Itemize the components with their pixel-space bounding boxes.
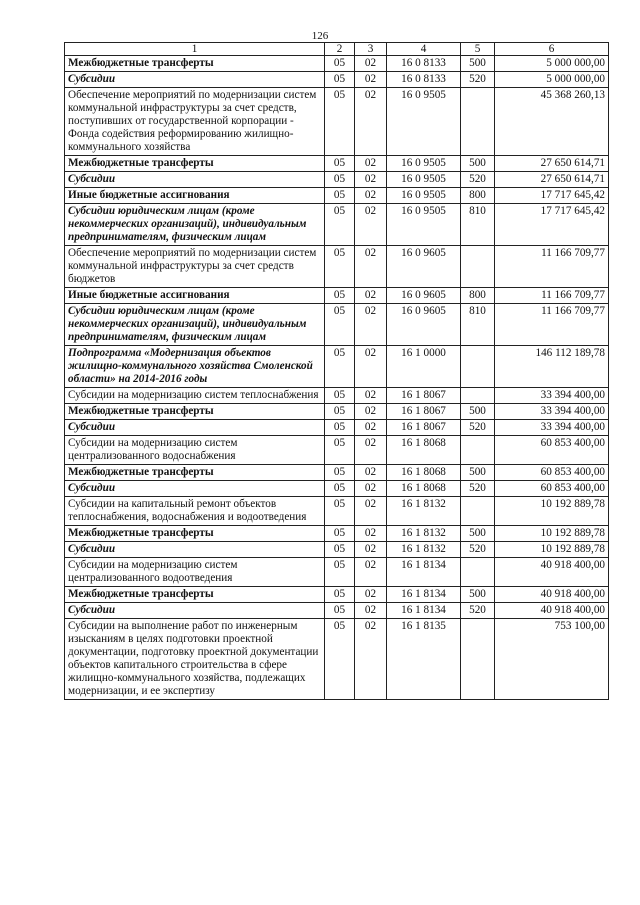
row-amount-cell: 10 192 889,78 xyxy=(495,526,609,542)
row-expense-type-cell: 800 xyxy=(461,188,495,204)
table-row xyxy=(65,88,609,156)
header-col-2: 2 xyxy=(325,43,355,56)
header-col-5: 5 xyxy=(461,43,495,56)
row-target-code-cell: 16 1 8067 xyxy=(387,420,461,436)
row-subsection-cell: 02 xyxy=(355,346,387,388)
row-amount-cell: 40 918 400,00 xyxy=(495,558,609,587)
row-name-cell: Межбюджетные трансферты xyxy=(65,526,325,542)
row-section-cell: 05 xyxy=(325,72,355,88)
row-section-cell: 05 xyxy=(325,558,355,587)
row-subsection-cell: 02 xyxy=(355,481,387,497)
row-expense-type-cell: 520 xyxy=(461,603,495,619)
row-expense-type-cell xyxy=(461,388,495,404)
row-name-cell: Субсидии xyxy=(65,172,325,188)
row-expense-type-cell: 520 xyxy=(461,172,495,188)
row-name-cell: Межбюджетные трансферты xyxy=(65,56,325,72)
row-target-code-cell: 16 0 9605 xyxy=(387,246,461,288)
row-expense-type-cell: 810 xyxy=(461,304,495,346)
row-target-code-cell: 16 1 8067 xyxy=(387,404,461,420)
row-subsection-cell: 02 xyxy=(355,558,387,587)
row-target-code-cell: 16 1 8067 xyxy=(387,388,461,404)
row-expense-type-cell: 520 xyxy=(461,542,495,558)
row-name-cell: Субсидии xyxy=(65,542,325,558)
row-amount-cell: 11 166 709,77 xyxy=(495,246,609,288)
row-amount-cell: 27 650 614,71 xyxy=(495,172,609,188)
row-subsection-cell: 02 xyxy=(355,619,387,700)
row-section-cell: 05 xyxy=(325,304,355,346)
row-amount-cell: 146 112 189,78 xyxy=(495,346,609,388)
row-subsection-cell: 02 xyxy=(355,542,387,558)
row-expense-type-cell xyxy=(461,619,495,700)
row-amount-cell: 40 918 400,00 xyxy=(495,603,609,619)
row-name-cell: Субсидии на модернизацию систем централизованного водоснабжения xyxy=(65,436,325,465)
row-expense-type-cell xyxy=(461,558,495,587)
row-amount-cell: 10 192 889,78 xyxy=(495,497,609,526)
row-amount-cell: 5 000 000,00 xyxy=(495,72,609,88)
table-row xyxy=(65,420,609,436)
row-section-cell: 05 xyxy=(325,188,355,204)
row-section-cell: 05 xyxy=(325,619,355,700)
row-target-code-cell: 16 1 8132 xyxy=(387,526,461,542)
row-amount-cell: 17 717 645,42 xyxy=(495,204,609,246)
row-section-cell: 05 xyxy=(325,56,355,72)
row-subsection-cell: 02 xyxy=(355,497,387,526)
row-target-code-cell: 16 1 8068 xyxy=(387,481,461,497)
row-name-cell: Субсидии на выполнение работ по инженерным изысканиям в целях подготовки проектной документации, подготовку проектной документации объектов капитального строительства в сфере жилищно-коммунального хозяйства, подлежащих модернизации, и ее экспертизу xyxy=(65,619,325,700)
row-amount-cell: 5 000 000,00 xyxy=(495,56,609,72)
row-target-code-cell: 16 0 9505 xyxy=(387,204,461,246)
row-amount-cell: 11 166 709,77 xyxy=(495,304,609,346)
table-row xyxy=(65,246,609,288)
row-amount-cell: 10 192 889,78 xyxy=(495,542,609,558)
row-amount-cell: 60 853 400,00 xyxy=(495,436,609,465)
table-header-row xyxy=(65,43,609,56)
row-expense-type-cell: 520 xyxy=(461,481,495,497)
row-expense-type-cell xyxy=(461,436,495,465)
row-name-cell: Субсидии юридическим лицам (кроме некоммерческих организаций), индивидуальным предпринимателям, физическим лицам xyxy=(65,204,325,246)
table-row xyxy=(65,346,609,388)
row-expense-type-cell: 810 xyxy=(461,204,495,246)
row-expense-type-cell: 500 xyxy=(461,404,495,420)
row-name-cell: Субсидии на модернизацию систем теплоснабжения xyxy=(65,388,325,404)
row-subsection-cell: 02 xyxy=(355,72,387,88)
row-expense-type-cell xyxy=(461,497,495,526)
row-subsection-cell: 02 xyxy=(355,172,387,188)
row-target-code-cell: 16 0 9505 xyxy=(387,156,461,172)
row-expense-type-cell: 500 xyxy=(461,56,495,72)
row-section-cell: 05 xyxy=(325,481,355,497)
row-amount-cell: 17 717 645,42 xyxy=(495,188,609,204)
row-expense-type-cell: 500 xyxy=(461,465,495,481)
row-target-code-cell: 16 0 9505 xyxy=(387,188,461,204)
row-subsection-cell: 02 xyxy=(355,388,387,404)
row-subsection-cell: 02 xyxy=(355,246,387,288)
row-expense-type-cell: 500 xyxy=(461,156,495,172)
row-section-cell: 05 xyxy=(325,497,355,526)
row-subsection-cell: 02 xyxy=(355,526,387,542)
row-target-code-cell: 16 1 8134 xyxy=(387,587,461,603)
row-name-cell: Обеспечение мероприятий по модернизации систем коммунальной инфраструктуры за счет средств, поступивших от государственной корпорации - Фонда содействия реформированию жилищно-коммунального хозяйства xyxy=(65,88,325,156)
row-subsection-cell: 02 xyxy=(355,88,387,156)
row-amount-cell: 33 394 400,00 xyxy=(495,404,609,420)
table-row xyxy=(65,204,609,246)
row-expense-type-cell xyxy=(461,346,495,388)
table-row xyxy=(65,497,609,526)
table-row xyxy=(65,558,609,587)
table-row xyxy=(65,619,609,700)
table-row xyxy=(65,526,609,542)
row-amount-cell: 60 853 400,00 xyxy=(495,465,609,481)
row-amount-cell: 60 853 400,00 xyxy=(495,481,609,497)
table-row xyxy=(65,56,609,72)
table-row xyxy=(65,388,609,404)
row-name-cell: Межбюджетные трансферты xyxy=(65,587,325,603)
row-subsection-cell: 02 xyxy=(355,304,387,346)
row-name-cell: Субсидии xyxy=(65,72,325,88)
row-amount-cell: 33 394 400,00 xyxy=(495,420,609,436)
row-subsection-cell: 02 xyxy=(355,420,387,436)
table-row xyxy=(65,587,609,603)
row-expense-type-cell: 520 xyxy=(461,72,495,88)
table-row xyxy=(65,481,609,497)
row-target-code-cell: 16 1 8068 xyxy=(387,465,461,481)
row-subsection-cell: 02 xyxy=(355,188,387,204)
row-target-code-cell: 16 0 8133 xyxy=(387,56,461,72)
header-col-3: 3 xyxy=(355,43,387,56)
row-amount-cell: 753 100,00 xyxy=(495,619,609,700)
table-row xyxy=(65,172,609,188)
row-target-code-cell: 16 1 8134 xyxy=(387,603,461,619)
row-name-cell: Иные бюджетные ассигнования xyxy=(65,188,325,204)
row-expense-type-cell xyxy=(461,246,495,288)
row-section-cell: 05 xyxy=(325,603,355,619)
row-target-code-cell: 16 1 0000 xyxy=(387,346,461,388)
row-target-code-cell: 16 0 8133 xyxy=(387,72,461,88)
row-name-cell: Субсидии xyxy=(65,420,325,436)
row-name-cell: Иные бюджетные ассигнования xyxy=(65,288,325,304)
table-row xyxy=(65,465,609,481)
row-section-cell: 05 xyxy=(325,388,355,404)
row-section-cell: 05 xyxy=(325,346,355,388)
row-target-code-cell: 16 0 9605 xyxy=(387,288,461,304)
row-subsection-cell: 02 xyxy=(355,603,387,619)
table-body xyxy=(65,56,609,700)
row-name-cell: Субсидии юридическим лицам (кроме некоммерческих организаций), индивидуальным предпринимателям, физическим лицам xyxy=(65,304,325,346)
row-name-cell: Межбюджетные трансферты xyxy=(65,156,325,172)
row-section-cell: 05 xyxy=(325,156,355,172)
table-row xyxy=(65,188,609,204)
table-row xyxy=(65,542,609,558)
row-subsection-cell: 02 xyxy=(355,404,387,420)
row-name-cell: Межбюджетные трансферты xyxy=(65,404,325,420)
row-target-code-cell: 16 1 8068 xyxy=(387,436,461,465)
row-subsection-cell: 02 xyxy=(355,436,387,465)
row-expense-type-cell: 500 xyxy=(461,587,495,603)
row-section-cell: 05 xyxy=(325,172,355,188)
row-target-code-cell: 16 0 9605 xyxy=(387,304,461,346)
row-section-cell: 05 xyxy=(325,436,355,465)
row-subsection-cell: 02 xyxy=(355,56,387,72)
row-target-code-cell: 16 0 9505 xyxy=(387,88,461,156)
row-section-cell: 05 xyxy=(325,246,355,288)
header-col-6: 6 xyxy=(495,43,609,56)
row-section-cell: 05 xyxy=(325,542,355,558)
row-amount-cell: 45 368 260,13 xyxy=(495,88,609,156)
row-name-cell: Субсидии xyxy=(65,481,325,497)
row-target-code-cell: 16 1 8134 xyxy=(387,558,461,587)
row-subsection-cell: 02 xyxy=(355,465,387,481)
row-target-code-cell: 16 0 9505 xyxy=(387,172,461,188)
row-name-cell: Обеспечение мероприятий по модернизации систем коммунальной инфраструктуры за счет средств бюджетов xyxy=(65,246,325,288)
row-subsection-cell: 02 xyxy=(355,156,387,172)
row-section-cell: 05 xyxy=(325,526,355,542)
table-row xyxy=(65,72,609,88)
table-row xyxy=(65,436,609,465)
row-section-cell: 05 xyxy=(325,288,355,304)
page-number: 126 xyxy=(311,30,329,42)
row-expense-type-cell: 800 xyxy=(461,288,495,304)
row-subsection-cell: 02 xyxy=(355,288,387,304)
table-row xyxy=(65,404,609,420)
table-row xyxy=(65,288,609,304)
table-row xyxy=(65,603,609,619)
row-target-code-cell: 16 1 8132 xyxy=(387,542,461,558)
row-section-cell: 05 xyxy=(325,88,355,156)
row-name-cell: Подпрограмма «Модернизация объектов жилищно-коммунального хозяйства Смоленской области» на 2014-2016 годы xyxy=(65,346,325,388)
row-section-cell: 05 xyxy=(325,420,355,436)
row-subsection-cell: 02 xyxy=(355,587,387,603)
row-amount-cell: 27 650 614,71 xyxy=(495,156,609,172)
row-expense-type-cell: 520 xyxy=(461,420,495,436)
budget-table xyxy=(64,42,609,700)
row-amount-cell: 33 394 400,00 xyxy=(495,388,609,404)
row-subsection-cell: 02 xyxy=(355,204,387,246)
row-section-cell: 05 xyxy=(325,465,355,481)
row-section-cell: 05 xyxy=(325,587,355,603)
row-section-cell: 05 xyxy=(325,404,355,420)
table-row xyxy=(65,304,609,346)
row-amount-cell: 11 166 709,77 xyxy=(495,288,609,304)
row-name-cell: Субсидии на капитальный ремонт объектов теплоснабжения, водоснабжения и водоотведения xyxy=(65,497,325,526)
row-target-code-cell: 16 1 8132 xyxy=(387,497,461,526)
row-section-cell: 05 xyxy=(325,204,355,246)
table-row xyxy=(65,156,609,172)
row-name-cell: Межбюджетные трансферты xyxy=(65,465,325,481)
row-expense-type-cell xyxy=(461,88,495,156)
row-name-cell: Субсидии xyxy=(65,603,325,619)
row-target-code-cell: 16 1 8135 xyxy=(387,619,461,700)
header-col-4: 4 xyxy=(387,43,461,56)
header-col-1: 1 xyxy=(65,43,325,56)
row-name-cell: Субсидии на модернизацию систем централизованного водоотведения xyxy=(65,558,325,587)
row-expense-type-cell: 500 xyxy=(461,526,495,542)
row-amount-cell: 40 918 400,00 xyxy=(495,587,609,603)
